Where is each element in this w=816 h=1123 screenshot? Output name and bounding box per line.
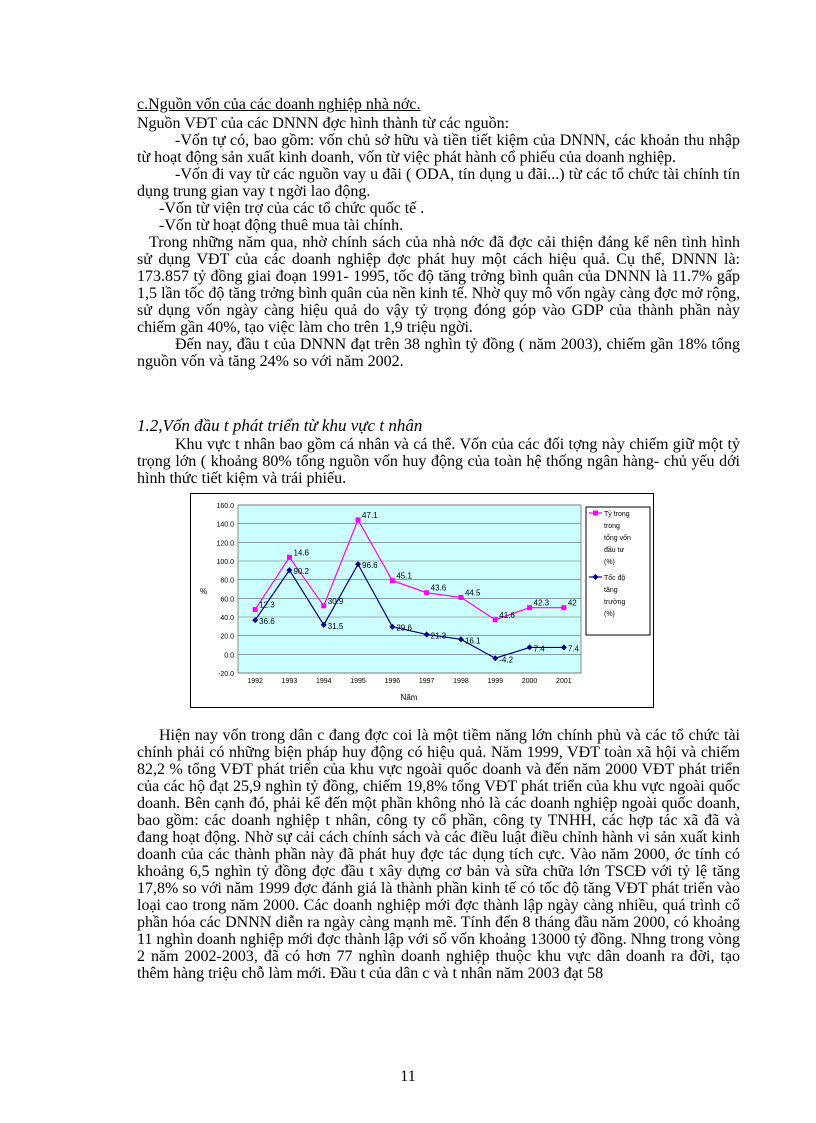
paragraph-3 bbox=[137, 727, 740, 982]
data-label: 42.3 bbox=[533, 598, 550, 608]
chart-svg bbox=[190, 493, 654, 708]
x-tick-label: 1992 bbox=[247, 678, 263, 685]
text-line: -Vốn từ hoạt động thuê mua tài chính. bbox=[159, 217, 404, 234]
data-label: 44.5 bbox=[464, 588, 481, 598]
data-point bbox=[287, 555, 292, 560]
data-label: 47.1 bbox=[362, 510, 378, 520]
data-label: 45.1 bbox=[396, 571, 412, 581]
data-point bbox=[527, 605, 532, 610]
data-point bbox=[458, 595, 463, 600]
paragraph-group-1 bbox=[137, 115, 740, 370]
data-label: 7.4 bbox=[567, 644, 579, 654]
data-label: 43.6 bbox=[430, 583, 447, 593]
page-number: 11 bbox=[400, 1068, 416, 1085]
text-paragraph: -Vốn đi vay từ các nguồn vay u đãi ( ODA, tín dụng u đãi...) từ các tổ chức tài chính tín dụng trung gian vay t ngời lao động. bbox=[137, 166, 740, 200]
data-label: 16.1 bbox=[464, 636, 481, 646]
y-tick-label: 40.0 bbox=[220, 615, 234, 622]
data-label: 7.4 bbox=[533, 644, 545, 654]
legend-label: tăng bbox=[604, 587, 618, 594]
data-point bbox=[561, 605, 566, 610]
line-chart bbox=[190, 493, 654, 708]
x-tick-label: 1994 bbox=[315, 678, 332, 685]
data-point bbox=[253, 607, 258, 612]
x-tick-label: 1993 bbox=[281, 678, 298, 685]
data-label: 41.6 bbox=[499, 610, 515, 620]
section-title: 1.2,Vốn đầu t phát triển từ khu vực t nhân bbox=[137, 416, 423, 435]
data-point bbox=[356, 517, 361, 522]
legend-label: trong bbox=[604, 523, 620, 530]
text-paragraph: -Vốn tự có, bao gồm: vốn chủ sở hữu và tiền tiết kiệm của DNNN, các khoản thu nhập từ hoạt động sản xuất kinh doanh, vốn từ việc phát hành cổ phiếu của doanh nghiệp. bbox=[137, 132, 740, 166]
legend-label: đầu tư bbox=[604, 547, 625, 554]
y-tick-label: 120.0 bbox=[216, 540, 234, 548]
legend-label: (%) bbox=[604, 611, 615, 618]
data-label: 29.6 bbox=[396, 623, 412, 633]
x-tick-label: 1997 bbox=[418, 678, 435, 685]
text-paragraph: Trong những năm qua, nhờ chính sách của nhà nớc đã đợc cải thiện đáng kể nên tình hình sử dụng VĐT của các doanh nghiệp đợc phát huy một cách hiệu quả. Cụ thể, DNNN là: 173.857 tỷ đồng giai đoạn 1991- 1995, tốc độ tăng trởng bình quân của DNNN là 11.7% gấp 1,5 lần tốc độ tăng trởng bình quân của nền kinh tế. Nhờ quy mô vốn ngày càng đợc mở rộng, sử dụng vốn ngày càng hiệu quả do vậy tỷ trọng đóng góp vào GDP của thành phần này chiếm gần 40%, tạo việc làm cho trên 1,9 triệu ngời. bbox=[137, 234, 740, 336]
y-tick-label: 0.0 bbox=[224, 652, 234, 660]
legend-label: Tỷ trọng bbox=[604, 511, 630, 518]
paragraph-2 bbox=[137, 436, 740, 487]
data-label: -4.2 bbox=[499, 655, 514, 665]
data-label: 90.2 bbox=[293, 567, 310, 577]
data-label: 36.6 bbox=[259, 617, 275, 627]
y-tick-label: 160.0 bbox=[216, 503, 234, 510]
data-label: 14.6 bbox=[293, 548, 310, 558]
text-paragraph: Hiện nay vốn trong dân c đang đợc coi là một tiềm năng lớn chính phủ và các tổ chức tài chính phải có những biện pháp huy động có hiệu quả. Năm 1999, VĐT toàn xã hội và chiếm 82,2 % tổng VĐT phát triển của khu vực ngoài quốc doanh và đến năm 2000 VĐT phát triển của các hộ đạt 25,9 nghìn tỷ đồng, chiếm 19,8% tổng VĐT phát triển của khu vực ngoài quốc doanh. Bên cạnh đó, phải kể đến một phần không nhỏ là các doanh nghiệp ngoài quốc doanh, bao gồm: các doanh nghiệp t nhân, công ty cổ phần, công ty TNHH, các hợp tác xã đã và đang hoạt động. Nhờ sự cải cách chính sách và các điều luật điều chỉnh hành vi sản xuất kinh doanh của các thành phần này đã phát huy đợc tác dụng tích cực. Vào năm 2000, ớc tính có khoảng 6,5 nghìn tỷ đồng đợc đầu t xây dựng cơ bản và sữa chữa lớn TSCĐ với tỷ lệ tăng 17,8% so với năm 1999 đợc đánh giá là thành phần kinh tế có tốc độ tăng VĐT phát triển vào loại cao trong năm 2000. Các doanh nghiệp mới đợc thành lập ngày càng nhiều, quá trình cổ phần hóa các DNNN diễn ra ngày càng mạnh mẽ. Tính đến 8 tháng đầu năm 2000, có khoảng 11 nghìn doanh nghiệp mới đợc thành lập với số vốn khoảng 13000 tỷ đồng. Nhng trong vòng 2 năm 2002-2003, đã có hơn 77 nghìn doanh nghiệp thuộc khu vực dân doanh ra đời, tạo thêm hàng triệu chỗ làm mới. Đầu t của dân c và t nhân năm 2003 đạt 58 bbox=[137, 727, 740, 982]
text-line: Nguồn VĐT của các DNNN đợc hình thành từ các nguồn: bbox=[137, 115, 510, 132]
data-point bbox=[424, 590, 429, 595]
data-label: 31.5 bbox=[327, 621, 344, 631]
y-tick-label: 140.0 bbox=[216, 521, 234, 529]
y-tick-label: 80.0 bbox=[220, 577, 234, 585]
x-axis-label: Năm bbox=[400, 693, 418, 702]
x-tick-label: 1996 bbox=[384, 678, 401, 685]
text-paragraph: Khu vực t nhân bao gồm cá nhân và cá thể. Vốn của các đối tợng này chiếm giữ một tỷ trọng lớn ( khoảng 80% tổng nguồn vốn huy động của toàn hệ thống ngân hàng- chủ yếu dới hình thức tiết kiệm và trái phiếu. bbox=[137, 436, 740, 487]
x-tick-label: 2000 bbox=[521, 678, 538, 685]
legend-marker bbox=[593, 511, 598, 516]
legend-label: tổng vốn bbox=[604, 535, 631, 542]
data-point bbox=[321, 603, 326, 608]
x-tick-label: 1995 bbox=[350, 678, 366, 685]
data-label: 30.9 bbox=[327, 596, 344, 606]
legend-label: (%) bbox=[604, 559, 615, 566]
y-tick-label: 60.0 bbox=[220, 596, 234, 604]
y-tick-label: 100.0 bbox=[216, 559, 234, 566]
data-label: 42 bbox=[567, 598, 577, 608]
data-point bbox=[493, 617, 498, 622]
y-tick-label: -20.0 bbox=[218, 671, 234, 678]
x-tick-label: 1998 bbox=[453, 678, 469, 685]
data-label: 12.3 bbox=[259, 600, 275, 610]
subsection-heading: c.Nguồn vốn của các doanh nghiệp nhà nớc. bbox=[137, 96, 421, 113]
x-tick-label: 2001 bbox=[556, 678, 572, 685]
y-axis-label: % bbox=[200, 587, 208, 596]
legend-label: Tốc độ bbox=[604, 575, 626, 582]
legend-label: trưởng bbox=[604, 599, 626, 606]
text-line: -Vốn từ viện trợ của các tổ chức quốc tế . bbox=[159, 200, 425, 217]
data-label: 21.3 bbox=[430, 631, 447, 641]
text-paragraph: Đến nay, đầu t của DNNN đạt trên 38 nghìn tỷ đồng ( năm 2003), chiếm gần 18% tổng nguồn vốn và tăng 24% so với năm 2002. bbox=[137, 336, 740, 370]
data-point bbox=[390, 578, 395, 583]
y-tick-label: 20.0 bbox=[220, 633, 234, 641]
x-tick-label: 1999 bbox=[487, 678, 504, 685]
data-label: 96.6 bbox=[362, 561, 378, 571]
